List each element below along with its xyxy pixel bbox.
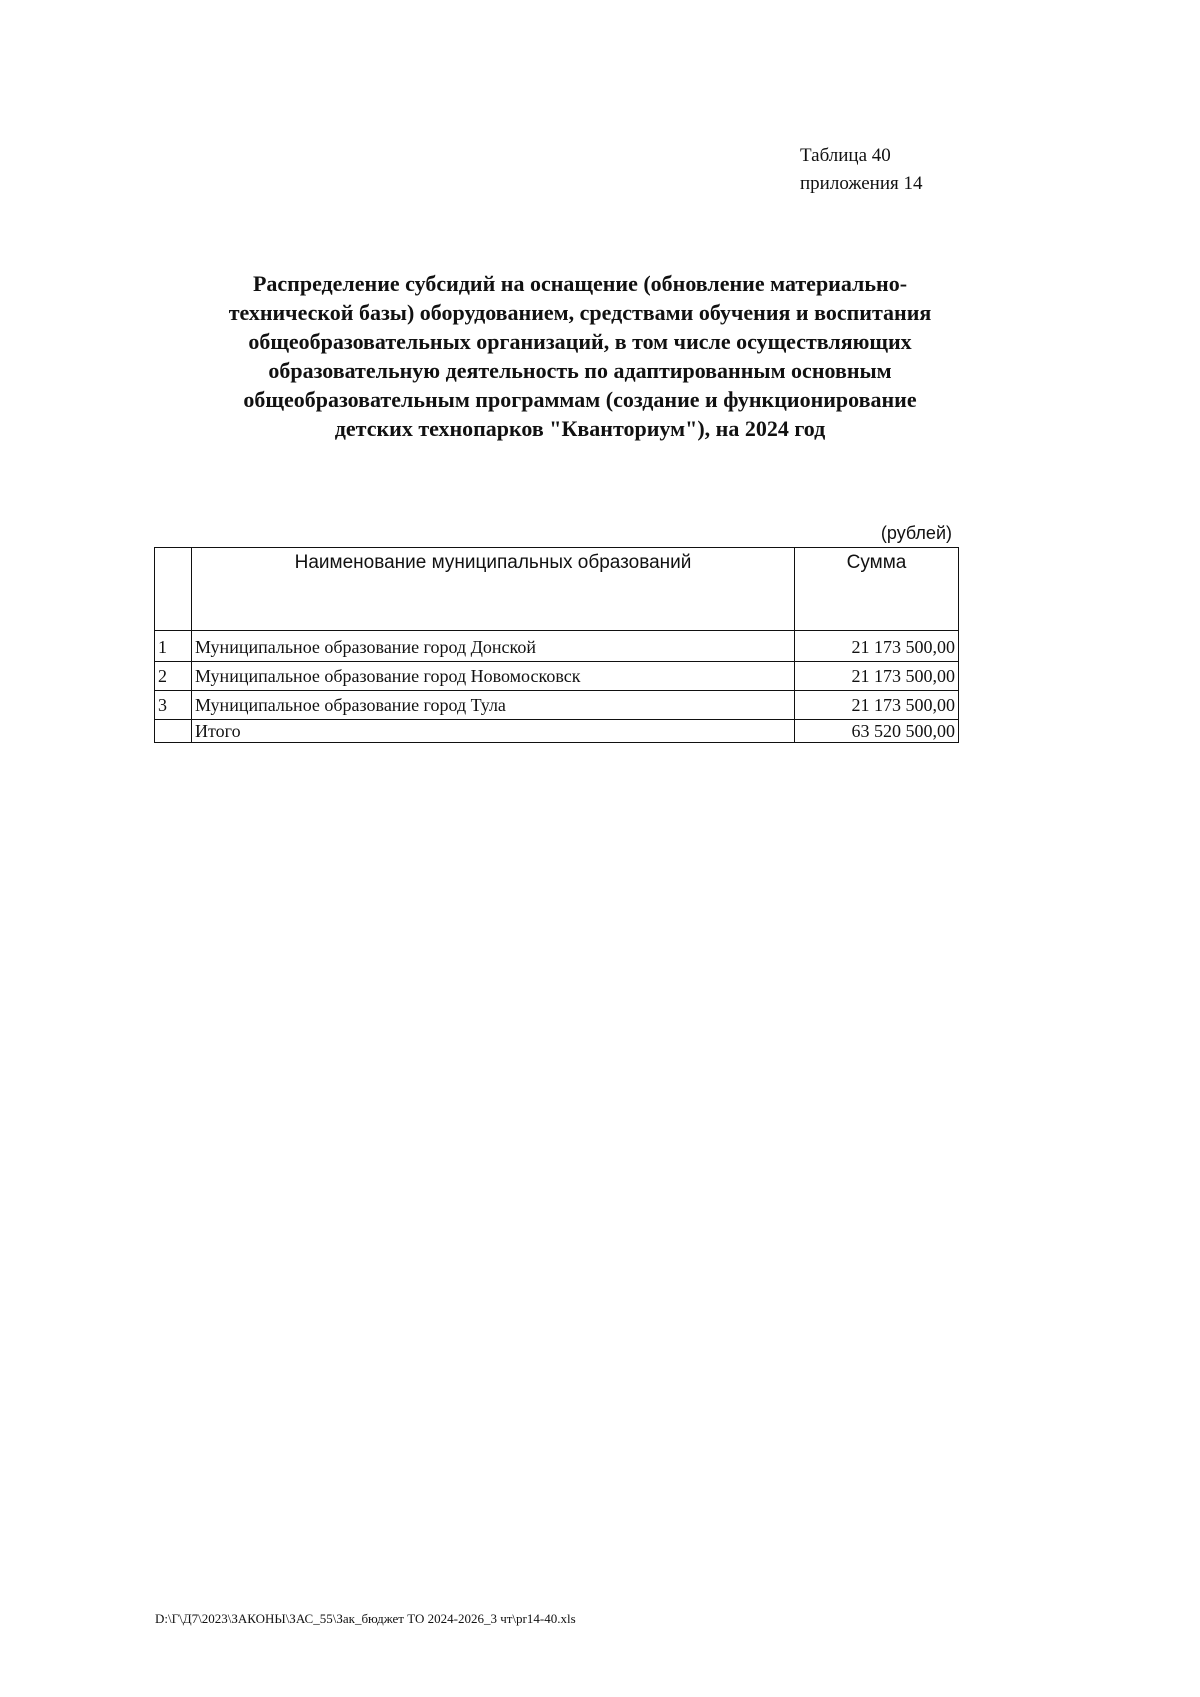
header-num [155,548,192,631]
title-line: Распределение субсидий на оснащение (обновление материально- [252,271,908,296]
header-name: Наименование муниципальных образований [192,548,795,631]
appendix-number: приложения 14 [800,173,923,194]
title-line: образовательную деятельность по адаптированным основным [268,358,892,383]
row-num: 1 [155,631,192,662]
subsidy-table [154,547,959,743]
table-number: Таблица 40 [800,145,891,166]
title-line: технической базы) оборудованием, средствами обучения и воспитания [228,300,932,325]
title-line: детских технопарков "Кванториум"), на 2024 год [334,416,826,441]
title-line: общеобразовательным программам (создание и функционирование [243,387,917,412]
file-path-footer: D:\Г\Д7\2023\ЗАКОНЫ\ЗАС_55\Зак_бюджет ТО 2024-2026_3 чт\pr14-40.xls [155,1611,576,1626]
row-name: Муниципальное образование город Донской [192,631,795,662]
row-sum: 21 173 500,00 [795,662,959,691]
table-reference [800,142,922,198]
row-name: Муниципальное образование город Тула [192,691,795,720]
title-line: общеобразовательных организаций, в том числе осуществляющих [248,329,912,354]
row-sum: 21 173 500,00 [795,691,959,720]
table-header-row [155,548,959,631]
row-name: Муниципальное образование город Новомосковск [192,662,795,691]
row-num: 2 [155,662,192,691]
row-sum: 21 173 500,00 [795,631,959,662]
header-sum: Сумма [795,548,959,631]
total-label: Итого [192,720,795,743]
row-num: 3 [155,691,192,720]
total-sum: 63 520 500,00 [795,720,959,743]
total-row [155,720,959,743]
document-title [150,269,1010,443]
table-row [155,631,959,662]
table-row [155,691,959,720]
table-row [155,662,959,691]
units-label: (рублей) [880,523,952,543]
total-num [155,720,192,743]
